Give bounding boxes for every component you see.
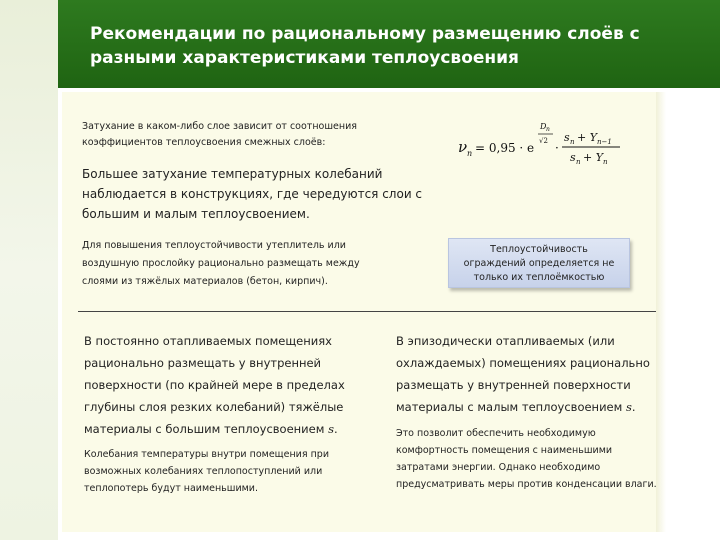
formula-dot: · <box>555 141 559 155</box>
right-line-4-end: . <box>631 400 636 414</box>
section-divider <box>78 311 656 312</box>
statement-line-2: наблюдается в конструкциях, где чередуются слои с <box>82 187 423 201</box>
right-column-note <box>396 425 657 493</box>
right-column-main <box>396 330 650 418</box>
slide-title <box>90 22 650 70</box>
recommendation-text <box>82 237 360 291</box>
formula-equals: = 0,95 · e <box>475 141 535 155</box>
left-column-note <box>84 446 329 497</box>
intro-line-2: коэффициентов теплоусвоения смежных слоёв: <box>82 137 326 148</box>
right-line-4-symbol: s <box>625 400 632 414</box>
left-note-line-2: возможных колебаниях теплопоступлений или <box>84 466 323 477</box>
left-line-5-symbol: s <box>328 422 334 436</box>
left-column-main <box>84 330 345 440</box>
formula-exp-num: D <box>540 122 547 131</box>
right-note-line-4: предусматривать меры против конденсации влаги. <box>396 479 657 490</box>
callout-line-3: только их теплоёмкостью <box>473 272 605 283</box>
left-line-5-end: . <box>333 422 338 436</box>
formula-exp-num-sub: n <box>546 126 550 133</box>
intro-line-1: Затухание в каком-либо слое зависит от соотношения <box>82 121 357 132</box>
callout-line-1: Теплоустойчивость <box>490 244 588 255</box>
left-line-5 <box>84 418 345 440</box>
left-line-4: глубины слоя резких колебаний) тяжёлые <box>84 400 344 414</box>
statement-line-3: большим и малым теплоусвоением. <box>82 207 310 221</box>
left-line-1: В постоянно отапливаемых помещениях <box>84 334 332 348</box>
callout-line-2: ограждений определяется не <box>463 258 615 269</box>
right-line-2: охлаждаемых) помещениях рационально <box>396 356 650 370</box>
left-note-line-1: Колебания температуры внутри помещения при <box>84 449 329 460</box>
formula-num-plus-sub: n−1 <box>597 138 612 146</box>
formula-den-sub: n <box>576 158 581 166</box>
right-note-line-1: Это позволит обеспечить необходимую <box>396 428 596 439</box>
formula-num-sub: n <box>570 138 575 146</box>
formula-num: s <box>564 131 570 144</box>
left-line-3: поверхности (по крайней мере в пределах <box>84 378 345 392</box>
formula-lhs-sub: n <box>467 149 473 158</box>
formula-num-plus: + Y <box>577 131 597 144</box>
recommendation-line-3: слоями из тяжёлых материалов (бетон, кирпич). <box>82 276 328 287</box>
left-line-2: рационально размещать у внутренней <box>84 356 322 370</box>
recommendation-line-2: воздушную прослойку рационально размещать между <box>82 258 360 269</box>
right-note-line-2: комфортность помещения с наименьшими <box>396 445 613 456</box>
right-line-4 <box>396 396 650 418</box>
formula-den-plus-sub: n <box>603 158 608 166</box>
heat-stability-callout <box>448 238 630 288</box>
formula-den: s <box>570 151 576 164</box>
formula-den-plus: + Y <box>583 151 603 164</box>
right-line-1: В эпизодически отапливаемых (или <box>396 334 615 348</box>
statement-text <box>82 164 422 224</box>
left-decorative-band <box>0 0 58 540</box>
left-line-5-text: материалы с большим теплоусвоением <box>84 422 329 436</box>
formula-lhs: ν <box>458 138 468 156</box>
right-line-3: размещать у внутренней поверхности <box>396 378 631 392</box>
recommendation-line-1: Для повышения теплоустойчивости утеплитель или <box>82 240 346 251</box>
left-note-line-3: теплопотерь будут наименьшими. <box>84 483 259 494</box>
intro-text <box>82 119 357 151</box>
damping-formula <box>458 120 628 172</box>
right-note-line-3: затратами энергии. Однако необходимо <box>396 462 601 473</box>
statement-line-1: Большее затухание температурных колебаний <box>82 167 383 181</box>
formula-exp-den: √2 <box>539 137 548 145</box>
right-line-4-text: материалы с малым теплоусвоением <box>396 400 626 414</box>
panel-shadow <box>656 92 666 532</box>
slide-title-line-2: разными характеристиками теплоусвоения <box>90 48 519 68</box>
slide-title-line-1: Рекомендации по рациональному размещению слоёв с <box>90 24 640 44</box>
